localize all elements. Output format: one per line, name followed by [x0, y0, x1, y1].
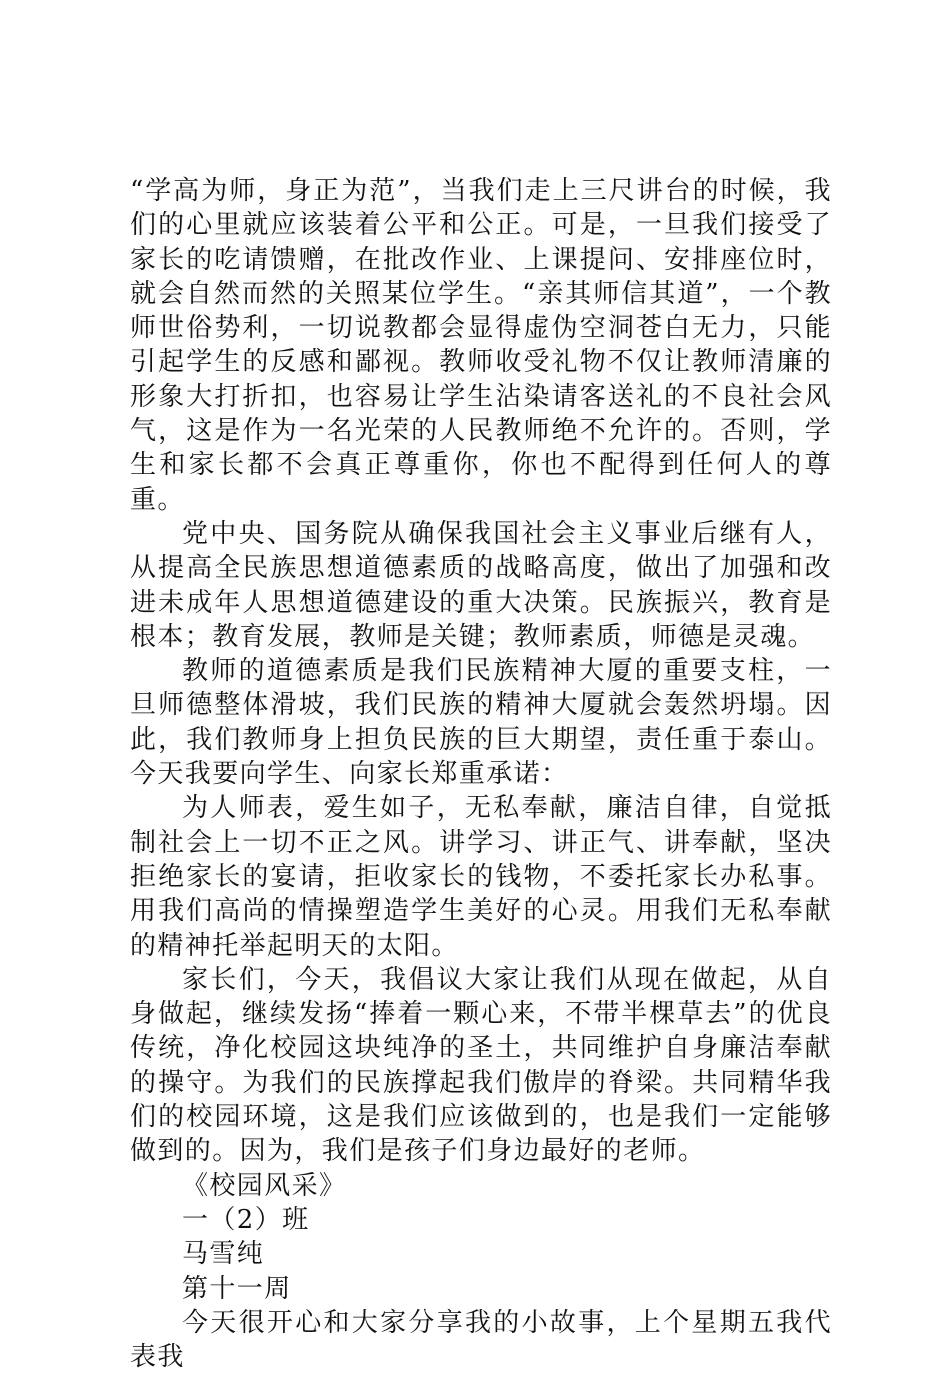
week-line: 第十一周	[182, 1273, 292, 1304]
body-paragraph-final: 今天很开心和大家分享我的小故事，上个星期五我代表我	[130, 1307, 832, 1373]
author-name: 马雪纯	[182, 1239, 265, 1270]
body-paragraph: “学高为师，身正为范”，当我们走上三尺讲台的时候，我们的心里就应该装着公平和公正。可是，一旦我们接受了家长的吃请馈赠，在批改作业、上课提问、安排座位时，就会自然而然的关照某位学生。“亲其师信其道”，一个教师世俗势利，一切说教都会显得虚伪空洞苍白无力，只能引起学生的反感和鄙视。教师收受礼物不仅让教师清廉的形象大打折扣，也容易让学生沾染请客送礼的不良社会风气，这是作为一名光荣的人民教师绝不允许的。否则，学生和家长都不会真正尊重你，你也不配得到任何人的尊重。	[130, 176, 832, 515]
body-paragraph: 教师的道德素质是我们民族精神大厦的重要支柱，一旦师德整体滑坡，我们民族的精神大厦就会轰然坍塌。因此，我们教师身上担负民族的巨大期望，责任重于泰山。今天我要向学生、向家长郑重承诺：	[130, 656, 832, 790]
body-paragraph: 家长们，今天，我倡议大家让我们从现在做起，从自身做起，继续发扬“捧着一颗心来，不带半棵草去”的优良传统，净化校园这块纯净的圣土，共同维护自身廉洁奉献的操守。为我们的民族撑起我们傲岸的脊梁。共同精华我们的校园环境，这是我们应该做到的，也是我们一定能够做到的。因为，我们是孩子们身边最好的老师。	[130, 964, 832, 1167]
body-paragraph: 为人师表，爱生如子，无私奉献，廉洁自律，自觉抵制社会上一切不正之风。讲学习、讲正气、讲奉献，坚决拒绝家长的宴请，拒收家长的钱物，不委托家长办私事。用我们高尚的情操塑造学生美好的心灵。用我们无私奉献的精神托举起明天的太阳。	[130, 793, 832, 961]
section-title: 《校园风采》	[182, 1170, 347, 1201]
class-line: 一（2）班	[182, 1204, 310, 1235]
body-paragraph: 党中央、国务院从确保我国社会主义事业后继有人，从提高全民族思想道德素质的战略高度，做出了加强和改进未成年人思想道德建设的重大决策。民族振兴，教育是根本；教育发展，教师是关键；教师素质，师德是灵魂。	[130, 518, 832, 652]
document-page	[130, 174, 832, 1374]
